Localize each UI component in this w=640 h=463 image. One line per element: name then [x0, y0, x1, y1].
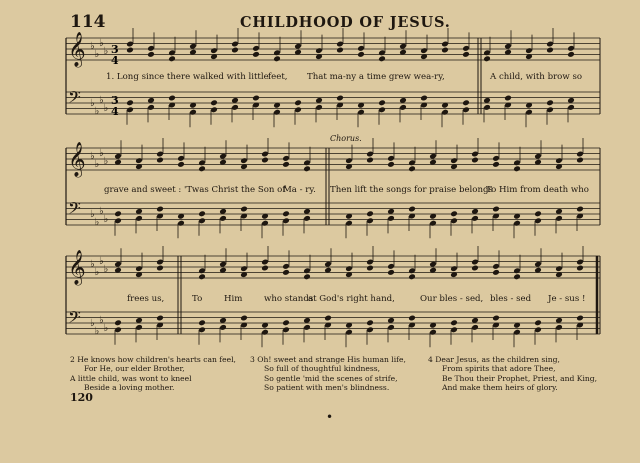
note-head: [156, 265, 164, 272]
note-head: [471, 265, 479, 272]
note-head: [567, 51, 575, 58]
note-head: [126, 99, 134, 106]
note-head: [336, 95, 344, 102]
flat-icon: ♭: [99, 206, 104, 217]
lyric-line3-a: frees us,: [127, 294, 165, 304]
lyric-line3-b: To: [192, 294, 203, 304]
lyric-line3-f: Our bles - sed,: [420, 294, 484, 304]
note-head: [156, 157, 164, 164]
verse-line: 4 Dear Jesus, as the children sing,: [428, 355, 560, 364]
note-head: [294, 99, 302, 106]
note-head: [492, 206, 500, 213]
lyric-line1-c: That ma-ny a time grew wea-ry,: [307, 72, 445, 82]
flat-icon: ♭: [99, 148, 104, 159]
note-head: [513, 273, 521, 280]
note-head: [252, 51, 260, 58]
flat-icon: ♭: [103, 264, 109, 275]
time-signature-treble: 3: [111, 43, 119, 56]
note-head: [408, 315, 416, 322]
lyric-line1-a: 1. Long since there walked with little: [106, 72, 269, 82]
note-head: [513, 165, 521, 172]
note-head: [336, 47, 344, 54]
bass-clef-icon: 𝄢: [68, 198, 81, 222]
flat-icon: ♭: [103, 103, 109, 114]
flat-icon: ♭: [99, 315, 104, 326]
lyric-line2-a: grave and sweet : 'Twas Christ the Son of: [104, 185, 286, 195]
verse-4: [428, 355, 597, 393]
note-head: [282, 269, 290, 276]
note-head: [408, 206, 416, 213]
flat-icon: ♭: [94, 267, 100, 278]
flat-icon: ♭: [99, 256, 104, 267]
treble-clef-icon: 𝄞: [68, 250, 86, 285]
flat-icon: ♭: [90, 209, 95, 220]
verse-line: 2 He knows how children's hearts can feel,: [70, 355, 236, 364]
note-head: [198, 319, 206, 326]
note-head: [366, 265, 374, 272]
footer-page-number: 120: [70, 391, 93, 404]
note-head: [441, 47, 449, 54]
note-head: [534, 210, 542, 217]
lyric-line3-g: bles - sed: [490, 294, 532, 304]
treble-clef-icon: 𝄞: [68, 142, 86, 177]
verse-2: [70, 355, 236, 393]
note-head: [198, 210, 206, 217]
note-head: [408, 165, 416, 172]
verse-line: So gentle 'mid the scenes of strife,: [264, 373, 398, 383]
note-head: [156, 315, 164, 322]
note-head: [177, 161, 185, 168]
time-signature-treble-bottom: 4: [111, 54, 119, 67]
note-head: [282, 319, 290, 326]
note-head: [282, 161, 290, 168]
footer-mark: •: [326, 410, 334, 424]
note-head: [324, 315, 332, 322]
note-head: [450, 319, 458, 326]
verse-line: So patient with men's blindness.: [264, 383, 390, 393]
note-head: [168, 55, 176, 62]
verse-line: And make them heirs of glory.: [442, 383, 558, 393]
note-head: [492, 161, 500, 168]
note-head: [378, 55, 386, 62]
verse-3: [250, 355, 406, 393]
flat-icon: ♭: [99, 95, 104, 106]
note-head: [462, 51, 470, 58]
flat-icon: ♭: [94, 49, 100, 60]
note-head: [261, 265, 269, 272]
lyric-line1-d: A child, with brow so: [490, 72, 583, 82]
chorus-label: Chorus.: [330, 134, 362, 143]
note-head: [576, 265, 584, 272]
note-head: [114, 319, 122, 326]
flat-icon: ♭: [94, 326, 100, 337]
note-head: [240, 315, 248, 322]
note-head: [303, 165, 311, 172]
lyric-line1-b: feet,: [268, 72, 288, 82]
note-head: [114, 210, 122, 217]
verse-line: From spirits that adore Thee,: [442, 364, 556, 374]
verse-line: Be Thou their Prophet, Priest, and King,: [442, 373, 598, 383]
note-head: [252, 95, 260, 102]
note-head: [450, 210, 458, 217]
flat-icon: ♭: [103, 323, 109, 334]
bass-clef-icon: 𝄢: [68, 87, 81, 111]
note-head: [282, 210, 290, 217]
note-head: [420, 95, 428, 102]
hymn-title: CHILDHOOD OF JESUS.: [240, 14, 451, 31]
note-head: [357, 51, 365, 58]
note-head: [462, 99, 470, 106]
flat-icon: ♭: [90, 259, 95, 270]
note-head: [546, 47, 554, 54]
note-head: [387, 161, 395, 168]
flat-icon: ♭: [103, 156, 109, 167]
verse-line: Beside a loving mother.: [84, 383, 175, 393]
note-head: [210, 99, 218, 106]
lyric-line2-c: Then lift the songs for praise belongs: [330, 185, 493, 195]
note-head: [471, 157, 479, 164]
note-head: [576, 315, 584, 322]
treble-clef-icon: 𝄞: [68, 32, 86, 67]
note-head: [366, 210, 374, 217]
lyric-line3-e: at God's right hand,: [308, 294, 395, 304]
note-head: [576, 157, 584, 164]
flat-icon: ♭: [94, 106, 100, 117]
lyric-line3-c: Him: [224, 294, 243, 304]
time-signature-bass-bottom: 4: [111, 105, 119, 118]
verse-line: 3 Oh! sweet and strange His human life,: [250, 355, 406, 364]
note-head: [366, 319, 374, 326]
bass-clef-icon: 𝄢: [68, 307, 81, 331]
note-head: [387, 269, 395, 276]
flat-icon: ♭: [99, 38, 104, 49]
note-head: [198, 165, 206, 172]
verse-line: So full of thoughtful kindness,: [264, 364, 381, 374]
flat-icon: ♭: [90, 98, 95, 109]
note-head: [126, 47, 134, 54]
note-head: [231, 47, 239, 54]
note-head: [156, 206, 164, 213]
note-head: [492, 315, 500, 322]
lyric-line3-d: who stands: [264, 294, 314, 304]
note-head: [240, 206, 248, 213]
note-head: [303, 273, 311, 280]
note-head: [261, 157, 269, 164]
note-head: [534, 319, 542, 326]
flat-icon: ♭: [90, 318, 95, 329]
note-head: [168, 95, 176, 102]
note-head: [273, 55, 281, 62]
note-head: [147, 51, 155, 58]
flat-icon: ♭: [94, 217, 100, 228]
note-head: [483, 55, 491, 62]
verse-line: A little child, was wont to kneel: [70, 373, 192, 383]
note-head: [546, 99, 554, 106]
note-head: [492, 269, 500, 276]
note-head: [504, 95, 512, 102]
note-head: [408, 273, 416, 280]
note-head: [366, 157, 374, 164]
note-head: [198, 273, 206, 280]
page-number: 114: [70, 12, 106, 32]
note-head: [576, 206, 584, 213]
verse-line: For He, our elder Brother,: [84, 364, 185, 374]
lyric-line3-h: Je - sus !: [548, 294, 586, 304]
lyric-line2-d: To Him from death who: [486, 185, 589, 195]
flat-icon: ♭: [94, 159, 100, 170]
flat-icon: ♭: [90, 41, 95, 52]
flat-icon: ♭: [103, 214, 109, 225]
time-signature-bass: 3: [111, 94, 119, 107]
flat-icon: ♭: [103, 46, 109, 57]
flat-icon: ♭: [90, 151, 95, 162]
note-head: [378, 99, 386, 106]
lyric-line2-b: Ma - ry.: [283, 185, 316, 195]
